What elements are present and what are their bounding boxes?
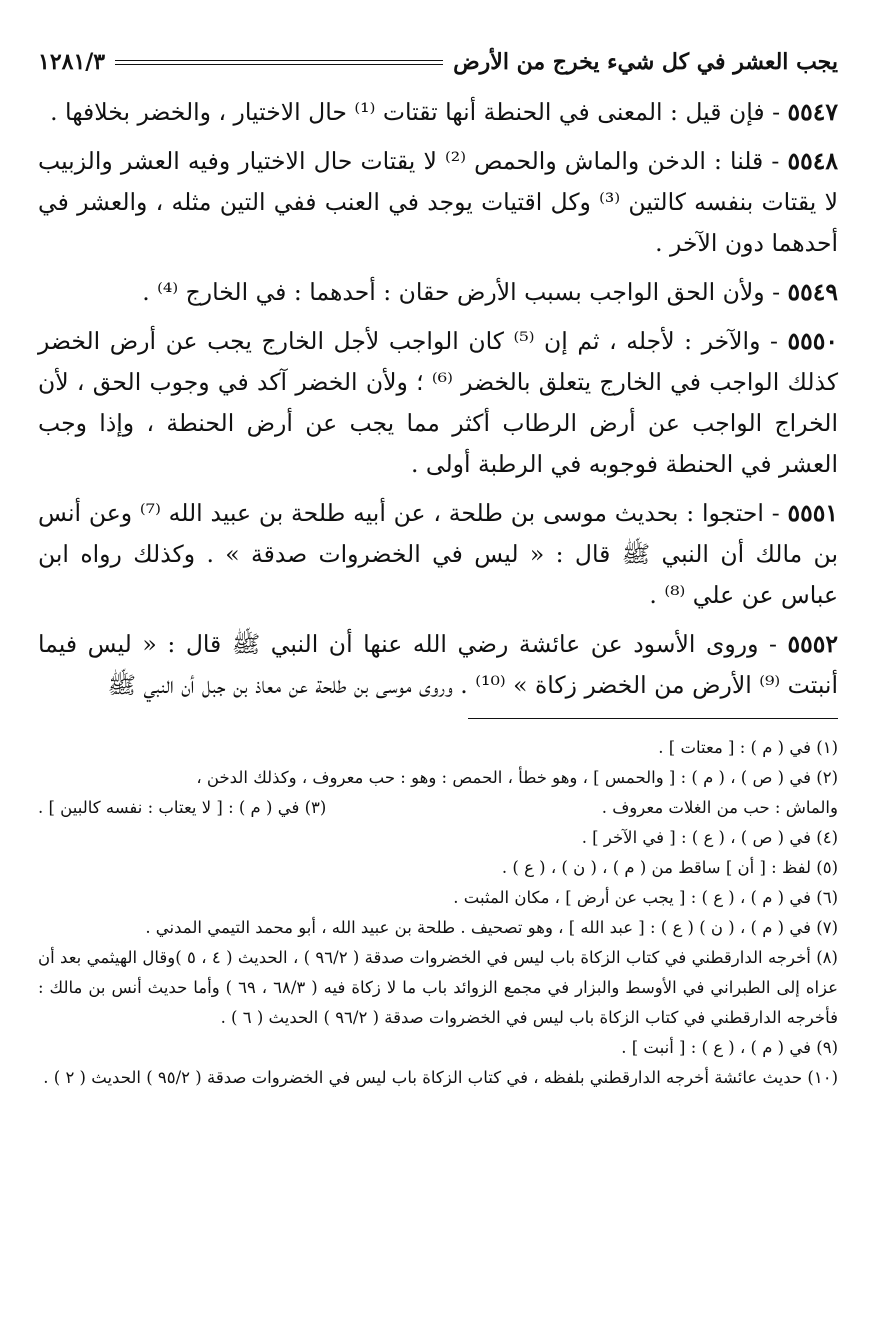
footnote-2-continued: والماش : حب من الغلات معروف . [601,798,838,817]
footnote-3: (٣) في ( م ) : [ لا يعتاب : نفسه كالبين ] . [38,798,327,817]
paragraph-5547 [38,92,838,133]
running-title: يجب العشر في كل شيء يخرج من الأرض [453,49,838,75]
page-header [38,40,838,84]
footnote-5: (٥) لفظ : [ أن ] ساقط من ( م ) ، ( ن ) ، ( ع ) . [501,858,838,877]
paragraph-text: - وروى الأسود عن عائشة رضي الله عنها أن النبي ﷺ قال : « ليس فيما أنبتت ⁽⁹⁾ الأرض من الخضر زكاة » ⁽¹⁰⁾ . وروى موسى بن طلحة عن معاذ بن جبل أن النبي ﷺ [38,630,838,699]
paragraph-text: - والآخر : لأجله ، ثم إن ⁽⁵⁾ كان الواجب لأجل الخارج يجب عن أرض الخضر كذلك الواجب في الخارج يتعلق بالخضر ⁽⁶⁾ ؛ ولأن الخضر آكد في وجوب الحق ، لأن الخراج الواجب عن أرض الرطاب أكثر مما يجب عن أرض الحنطة ، وإذا وجب العشر في الحنطة فوجوبه في الرطبة أولى . [38,327,839,478]
footnotes [38,733,838,1093]
footnote-7: (٧) في ( م ) ، ( ن ) ( ع ) : [ عبد الله ] ، وهو تصحيف . طلحة بن عبيد الله ، أبو محمد التيمي المدني . [145,918,838,937]
paragraph-number: ٥٥٤٩ [787,278,838,306]
paragraph-text: - ولأن الحق الواجب بسبب الأرض حقان : أحدهما : في الخارج ⁽⁴⁾ . [142,278,788,306]
paragraph-text: - احتجوا : بحديث موسى بن طلحة ، عن أبيه طلحة بن عبيد الله ⁽⁷⁾ وعن أنس بن مالك أن النبي ﷺ قال : « ليس في الخضروات صدقة » . وكذلك رواه ابن عباس عن علي ⁽⁸⁾ . [38,499,838,609]
paragraph-number: ٥٥٥١ [787,499,838,527]
paragraph-number: ٥٥٥٢ [787,630,838,658]
paragraph-number: ٥٥٤٨ [787,147,838,175]
paragraph-5552 [38,624,838,706]
footnote-4: (٤) في ( ص ) ، ( ع ) : [ في الآخر ] . [581,828,838,847]
page-reference: ١٢٨١/٣ [38,49,106,75]
paragraph-5551 [38,493,838,616]
main-text [38,92,838,706]
footnote-10: (١٠) حديث عائشة أخرجه الدارقطني بلفظه ، في كتاب الزكاة باب ليس في الخضروات صدقة ( ٩٥/٢ ) الحديث ( ٢ ) . [43,1068,838,1087]
footnote-6: (٦) في ( م ) ، ( ع ) : [ يجب عن أرض ] ، مكان المثبت . [453,888,838,907]
header-rule [115,60,443,65]
footnote-row-2-3 [38,793,838,823]
paragraph-5549 [38,272,838,313]
book-page [38,40,838,1093]
footnote-9: (٩) في ( م ) ، ( ع ) : [ أنبت ] . [621,1038,838,1057]
footnote-separator [468,718,838,719]
paragraph-5548 [38,141,838,264]
paragraph-text: - فإن قيل : المعنى في الحنطة أنها تقتات ⁽¹⁾ حال الاختيار ، والخضر بخلافها . [50,98,788,126]
paragraph-text: - قلنا : الدخن والماش والحمص ⁽²⁾ لا يقتات حال الاختيار وفيه العشر والزبيب لا يقتات بنفسه كالتين ⁽³⁾ وكل اقتيات يوجد في العنب ففي التين مثله ، والعشر في أحدهما دون الآخر . [38,147,838,257]
footnote-8: (٨) أخرجه الدارقطني في كتاب الزكاة باب ليس في الخضروات صدقة ( ٩٦/٢ ) ، الحديث ( ٤ ، ٥ )وقال الهيثمي بعد أن عزاه إلى الطبراني في الأوسط والبزار في مجمع الزوائد باب ما لا زكاة فيه ( ٦٨/٣ ، ٦٩ ) وأما حديث أنس بن مالك : فأخرجه الدارقطني في كتاب الزكاة باب ليس في الخضروات صدقة ( ٩٦/٢ ) الحديث ( ٦ ) . [38,948,839,1027]
paragraph-number: ٥٥٤٧ [787,98,838,126]
footnote-2: (٢) في ( ص ) ، ( م ) : [ والحمس ] ، وهو خطأ ، الحمص : وهو : حب معروف ، وكذلك الدخن ، [196,768,838,787]
footnote-1: (١) في ( م ) : [ معتات ] . [658,738,838,757]
paragraph-5550 [38,321,838,485]
paragraph-number: ٥٥٥٠ [787,327,838,355]
